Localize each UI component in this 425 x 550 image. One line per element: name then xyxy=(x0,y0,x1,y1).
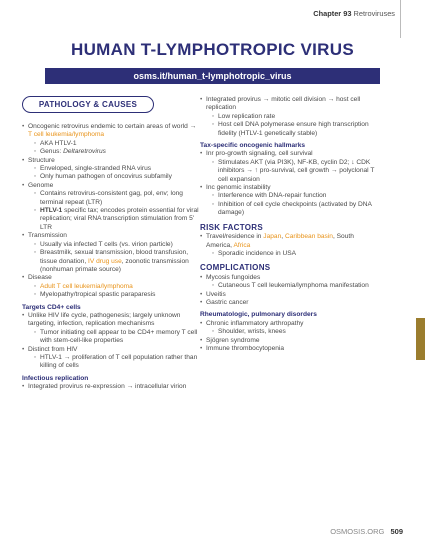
list-item: ◦ Myelopathy/tropical spastic paraparesis xyxy=(34,291,200,299)
list-item: • Mycosis fungoides ◦ Cutaneous T cell leukemia/lymphoma manifestation xyxy=(200,274,380,291)
list-item: ◦ Low replication rate xyxy=(212,113,380,121)
page-title: HUMAN T-LYMPHOTROPIC VIRUS xyxy=(71,40,354,59)
list-item: ◦ AKA HTLV-1 xyxy=(34,140,200,148)
list-item: • Chronic inflammatory arthropathy ◦ Shoulder, wrists, knees xyxy=(200,320,380,337)
list-item: • Transmission ◦ Usually via infected T cells (vs. virion particle) ◦ Breastmilk, sexual transmission, blood transfusion, tissue donation, IV drug use, zoonotic transmission (nonhuman primate source) xyxy=(22,232,200,274)
subheading-infectious: Infectious replication xyxy=(22,374,89,382)
list-item: ◦ Enveloped, single-stranded RNA virus xyxy=(34,165,200,173)
list-item: • Integrated provirus re-expression → intracellular virion xyxy=(22,383,200,391)
list-item: ◦ Usually via infected T cells (vs. virion particle) xyxy=(34,241,200,249)
list-item: • Travel/residence in Japan, Caribbean basin, South America, Africa ◦ Sporadic incidence in USA xyxy=(200,233,380,258)
list-item: • Unlike HIV life cycle, pathogenesis; largely unknown targeting, infection, replication mechanisms ◦ Tumor initiating cell appear to be CD4+ memory T cell with stem-cell-like properties xyxy=(22,312,200,346)
pathology-list xyxy=(22,123,200,300)
subheading-rheumatologic: Rheumatologic, pulmonary disorders xyxy=(200,311,317,319)
right-column xyxy=(200,96,380,353)
list-item: • Genome ◦ Contains retrovirus-consistent gag, pol, env; long terminal repeat (LTR) ◦ HTLV-1 specific tax; encodes protein essential for viral replication; viral RNA transcription stimulation from 5' LTR xyxy=(22,182,200,232)
link-adult-tcell[interactable]: Adult T cell leukemia/lymphoma xyxy=(40,282,133,290)
list-item: ◦ Stimulates AKT (via PI3K), NF-KB, cyclin D2; ↓ CDK inhibitors → ↑ pro-survival, cell growth → polyclonal T cell expansion xyxy=(212,159,380,184)
list-item: ◦ HTLV-1 specific tax; encodes protein essential for viral replication; viral RNA transcription stimulation from 5' LTR xyxy=(34,207,200,232)
list-item: • Structure ◦ Enveloped, single-stranded RNA virus ◦ Only human pathogen of oncovirus subfamily xyxy=(22,157,200,182)
list-item: ◦ Breastmilk, sexual transmission, blood transfusion, tissue donation, IV drug use, zoonotic transmission (nonhuman primate source) xyxy=(34,249,200,274)
list-item: • Inr pro-growth signaling, cell survival ◦ Stimulates AKT (via PI3K), NF-KB, cyclin D2; ↓ CDK inhibitors → ↑ pro-survival, cell growth → polyclonal T cell expansion xyxy=(200,150,380,184)
chapter-name: Retroviruses xyxy=(353,9,395,18)
list-item: ◦ Inhibition of cell cycle checkpoints (activated by DNA damage) xyxy=(212,201,380,218)
list-item: ◦ Genus: Deltaretrovirus xyxy=(34,148,200,156)
list-item: • Inc genomic instability ◦ Interference with DNA-repair function ◦ Inhibition of cell cycle checkpoints (activated by DNA damage) xyxy=(200,184,380,218)
section-heading-risk: RISK FACTORS xyxy=(200,222,264,232)
link-africa[interactable]: Africa xyxy=(233,241,251,249)
url-link[interactable]: osms.it/human_t-lymphotropic_virus xyxy=(45,68,380,84)
subheading-targets: Targets CD4+ cells xyxy=(22,303,81,311)
section-heading-complications: COMPLICATIONS xyxy=(200,263,271,273)
list-item: • Distinct from HIV ◦ HTLV-1 → proliferation of T cell population rather than killing of cells xyxy=(22,346,200,371)
page-number: 509 xyxy=(390,527,403,536)
section-pill-pathology: PATHOLOGY & CAUSES xyxy=(22,96,154,113)
list-item: • Immune thrombocytopenia xyxy=(200,345,380,353)
chapter-number: Chapter 93 xyxy=(313,9,352,18)
list-item: ◦ Interference with DNA-repair function xyxy=(212,192,380,200)
list-item: ◦ Shoulder, wrists, knees xyxy=(212,328,380,336)
subheading-hallmarks: Tax-specific oncogenic hallmarks xyxy=(200,142,306,150)
list-item: ◦ Host cell DNA polymerase ensure high transcription fidelity (HTLV-1 genetically stable) xyxy=(212,121,380,138)
list-item: ◦ Only human pathogen of oncovirus subfamily xyxy=(34,173,200,181)
list-item: ◦ Sporadic incidence in USA xyxy=(212,250,380,258)
page-footer xyxy=(330,527,403,536)
list-item: ◦ Contains retrovirus-consistent gag, pol, env; long terminal repeat (LTR) xyxy=(34,190,200,207)
list-item: ◦ Tumor initiating cell appear to be CD4+ memory T cell with stem-cell-like properties xyxy=(34,329,200,346)
list-item: • Gastric cancer xyxy=(200,299,380,307)
footer-site[interactable]: OSMOSIS.ORG xyxy=(330,527,385,536)
list-item: • Sjögren syndrome xyxy=(200,337,380,345)
list-item xyxy=(34,283,200,291)
list-item: • Oncogenic retrovirus endemic to certain areas of world → T cell leukemia/lymphoma ◦ AKA HTLV-1 ◦ Genus: Deltaretrovirus xyxy=(22,123,200,157)
chapter-header xyxy=(313,9,395,18)
link-caribbean[interactable]: Caribbean basin xyxy=(284,233,333,241)
list-item: • Integrated provirus → mitotic cell division → host cell replication ◦ Low replication rate ◦ Host cell DNA polymerase ensure high transcription fidelity (HTLV-1 genetically stable) xyxy=(200,96,380,138)
header-divider xyxy=(400,0,401,38)
list-item: ◦ HTLV-1 → proliferation of T cell population rather than killing of cells xyxy=(34,354,200,371)
link-japan[interactable]: Japan xyxy=(263,233,282,241)
link-tcell-leukemia[interactable]: T cell leukemia/lymphoma xyxy=(28,131,105,139)
list-item: • Uveitis xyxy=(200,291,380,299)
list-item: • Disease ◦ Adult T cell leukemia/lymphoma ◦ Myelopathy/tropical spastic paraparesis xyxy=(22,274,200,299)
link-iv-drug-use[interactable]: IV drug use xyxy=(88,257,122,265)
left-column xyxy=(22,96,200,392)
chapter-side-tab xyxy=(416,318,425,360)
list-item: ◦ Cutaneous T cell leukemia/lymphoma manifestation xyxy=(212,282,380,290)
